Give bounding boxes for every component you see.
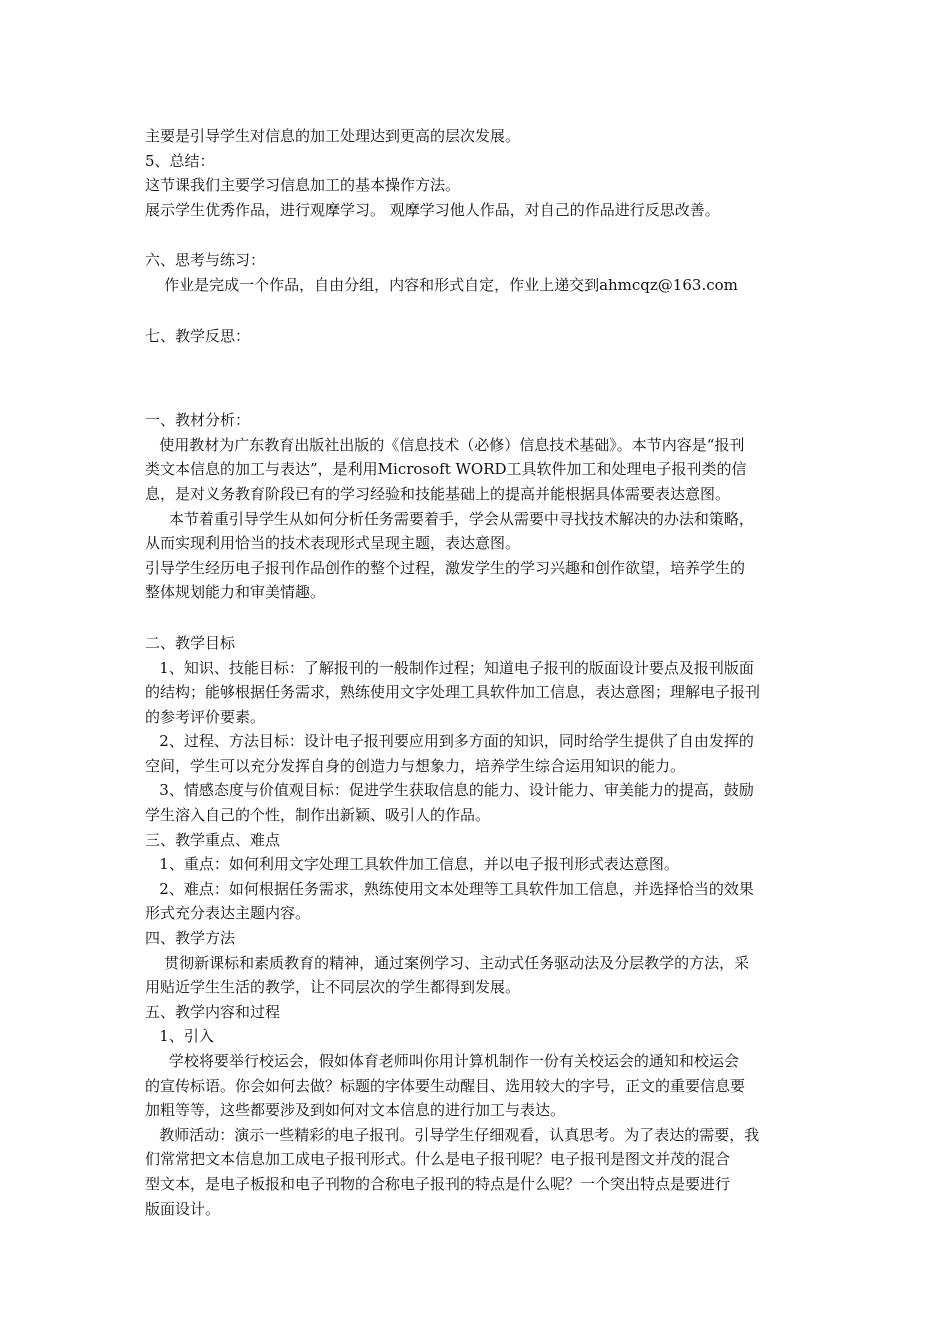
text-line: 3、情感态度与价值观目标：促进学生获取信息的能力、设计能力、审美能力的提高，鼓励 [145, 781, 754, 800]
text-line: 学校将要举行校运会，假如体育老师叫你用计算机制作一份有关校运会的通知和校运会 [145, 1052, 739, 1070]
text-line: 型文本，是电子板报和电子刊物的合称电子报刊的特点是什么呢？一个突出特点是要进行 [145, 1174, 731, 1193]
text-line: 的参考评价要素。 [145, 707, 266, 726]
text-line: 贯彻新课标和素质教育的精神，通过案例学习、主动式任务驱动法及分层教学的方法，采 [145, 953, 750, 972]
text-line: 五、教学内容和过程 [145, 1002, 281, 1021]
text-line: 整体规划能力和审美情趣。 [145, 583, 326, 602]
text-line: 引导学生经历电子报刊作品创作的整个过程，激发学生的学习兴趣和创作欲望，培养学生的 [145, 558, 746, 577]
text-line: 5、总结： [145, 151, 215, 170]
text-line: 这节课我们主要学习信息加工的基本操作方法。 [145, 176, 461, 195]
text-line: 的宣传标语。你会如何去做？标题的字体要生动醒目、选用较大的字号，正文的重要信息要 [145, 1076, 746, 1095]
paragraph-gap [145, 605, 813, 631]
text-line: 展示学生优秀作品，进行观摩学习。 观摩学习他人作品，对自己的作品进行反思改善。 [145, 200, 720, 219]
text-line: 本节着重引导学生从如何分析任务需要着手，学会从需要中寻找技术解决的办法和策略， [145, 509, 754, 528]
text-line: 1、引入 [145, 1027, 214, 1046]
text-line: 七、教学反思： [145, 326, 251, 345]
text-line: 2、难点：如何根据任务需求，熟练使用文本处理等工具软件加工信息，并选择恰当的效果 [145, 879, 754, 898]
text-line: 教师活动：演示一些精彩的电子报刊。引导学生仔细观看，认真思考。为了表达的需要，我 [145, 1125, 760, 1144]
text-line: 六、思考与练习： [145, 251, 266, 270]
text-line: 作业是完成一个作品，自由分组，内容和形式自定，作业上递交到ahmcqz@163.com [145, 275, 738, 294]
text-line: 的结构；能够根据任务需求，熟练使用文字处理工具软件加工信息，表达意图；理解电子报刊 [145, 683, 761, 702]
text-line: 从而实现利用恰当的技术表现形式呈现主题，表达意图。 [145, 534, 521, 553]
text-line: 类文本信息的加工与表达”，是利用Microsoft WORD工具软件加工和处理电子报刊类的信 [145, 460, 747, 479]
text-line: 二、教学目标 [145, 633, 236, 652]
text-line: 1、知识、技能目标：了解报刊的一般制作过程；知道电子报刊的版面设计要点及报刊版面 [145, 658, 754, 677]
text-line: 用贴近学生生活的教学，让不同层次的学生都得到发展。 [145, 978, 521, 997]
paragraph-gap [145, 298, 813, 324]
text-line: 们常常把文本信息加工成电子报刊形式。什么是电子报刊呢？电子报刊是图文并茂的混合 [145, 1150, 731, 1169]
text-line: 主要是引导学生对信息的加工处理达到更高的层次发展。 [145, 127, 521, 145]
text-line: 息，是对义务教育阶段已有的学习经验和技能基础上的提高并能根据具体需要表达意图。 [145, 484, 731, 503]
paragraph-gap [145, 222, 813, 248]
text-line: 使用教材为广东教育出版社出版的《信息技术（必修）信息技术基础》。本节内容是“报刊 [145, 435, 745, 454]
text-line: 1、重点：如何利用文字处理工具软件加工信息，并以电子报刊形式表达意图。 [145, 855, 679, 874]
text-line: 空间，学生可以充分发挥自身的创造力与想象力，培养学生综合运用知识的能力。 [145, 756, 686, 775]
text-line: 一、教材分析： [145, 411, 251, 430]
text-line: 四、教学方法 [145, 929, 236, 948]
text-line: 版面设计。 [145, 1199, 221, 1218]
paragraph-gap [145, 348, 813, 408]
text-line: 2、过程、方法目标：设计电子报刊要应用到多方面的知识，同时给学生提供了自由发挥的 [145, 732, 754, 751]
document-page [145, 124, 813, 1221]
text-line: 学生溶入自己的个性，制作出新颖、吸引人的作品。 [145, 806, 491, 825]
text-line: 三、教学重点、难点 [145, 830, 281, 849]
text-line: 加粗等等，这些都要涉及到如何对文本信息的进行加工与表达。 [145, 1101, 566, 1120]
text-line: 形式充分表达主题内容。 [145, 904, 311, 923]
